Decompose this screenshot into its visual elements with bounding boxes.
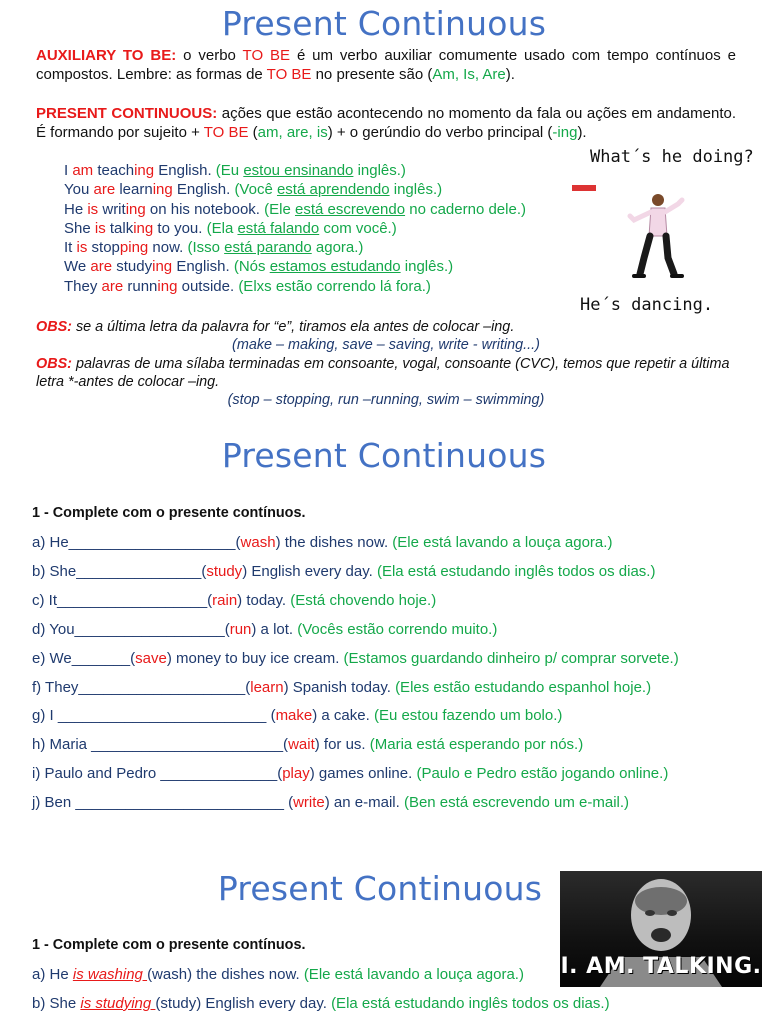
example-sentence: You are learning English. (Você está aprendendo inglês.) [64,181,443,199]
verb-hint: run [229,620,252,638]
ing-suffix: ping [119,239,149,257]
gif-caption: I. AM. TALKING. [560,954,762,979]
verb-to-be: are [101,277,124,295]
example-sentence: It is stopping now. (Isso está parando agora.) [64,239,364,257]
talking-gif [560,871,762,987]
verb-hint: make [275,707,313,725]
example-sentence: They are running outside. (Elxs estão correndo lá fora.) [64,277,431,295]
translation: (Ele está lavando a louça agora.) [392,534,613,551]
answers-heading: 1 - Complete com o presente contínuos. [32,937,306,953]
translation: (Ele está lavando a louça agora.) [303,966,524,983]
verb-to-be: are [93,181,116,199]
translation: (Está chovendo hoje.) [290,591,437,609]
section-title-answers: Present Continuous [217,869,543,908]
example-sentence: He is writing on his notebook. (Ele está escrevendo no caderno dele.) [64,200,526,218]
example-sentence: She is talking to you. (Ela está falando com você.) [64,219,397,237]
translation: (Vocês estão correndo muito.) [297,620,498,638]
answer-text: is studying [80,994,156,1012]
obs-note-1: OBS: se a última letra da palavra for “e”, tiramos ela antes de colocar –ing. (make – making, save – saving, write - writing...) [36,318,736,354]
verb-hint: play [282,765,310,783]
image-question: What´s he doing? [590,147,754,167]
ing-suffix: ing [133,219,154,237]
exercise-heading: 1 - Complete com o presente contínuos. [32,505,306,521]
translation: (Eu estou fazendo um bolo.) [373,707,563,725]
verb-to-be: am [72,162,94,179]
answer-item: b) She is studying (study) English every day. (Ela está estudando inglês todos os dias.) [32,994,610,1012]
small-banner-icon [572,185,596,191]
verb-to-be: is [76,239,88,257]
section-title-exercise: Present Continuous [221,436,547,475]
ing-suffix: ing [125,200,146,218]
verb-hint: write [293,794,325,812]
exercise-item: a) He____________________(wash) the dishes now. (Ele está lavando a louça agora.) [32,534,613,551]
verb-hint: wait [288,736,315,754]
exercise-item: h) Maria _______________________(wait) for us. (Maria está esperando por nós.) [32,736,584,754]
dancing-man-icon [620,190,690,282]
example-sentence: We are studying English. (Nós estamos estudando inglês.) [64,258,454,276]
obs-example-2: (stop – stopping, run –running, swim – swimming) [227,392,545,408]
verb-to-be: are [90,258,113,276]
exercise-item: b) She_______________(study) English every day. (Ela está estudando inglês todos os dias.) [32,562,656,580]
translation: (Estamos guardando dinheiro p/ comprar sorvete.) [343,649,679,667]
exercise-item: g) I _________________________ (make) a cake. (Eu estou fazendo um bolo.) [32,707,563,725]
verb-to-be: is [94,219,106,237]
auxiliary-definition: AUXILIARY TO BE: o verbo TO BE é um verbo auxiliar comumente usado com tempo contínuos e compostos. Lembre: as formas de TO BE no presente são (Am, Is, Are). [36,47,736,83]
ing-suffix: ing [134,162,155,179]
exercise-item: j) Ben _________________________ (write) an e-mail. (Ben está escrevendo um e-mail.) [32,794,630,812]
example-list [64,161,526,296]
present-continuous-definition: PRESENT CONTINUOUS: ações que estão acontecendo no momento da fala ou ações em andamento. É formando por sujeito + TO BE (am, are, is) + o gerúndio do verbo principal (-ing). [36,105,736,141]
translation: (Maria está esperando por nós.) [369,736,584,754]
page-title: Present Continuous [221,4,547,43]
verb-hint: save [135,649,167,667]
auxiliary-label: AUXILIARY TO BE: [36,47,177,64]
ing-suffix: ing [157,277,178,295]
obs-example-1: (make – making, save – saving, write - writing...) [232,337,540,353]
example-sentence: I am teaching English. (Eu estou ensinando inglês.) [64,162,406,179]
translation: (Ben está escrevendo um e-mail.) [403,794,630,812]
verb-hint: wash [240,534,276,551]
obs-note-2: OBS: palavras de uma sílaba terminadas em consoante, vogal, consoante (CVC), temos que repetir a última letra *-antes de colocar –ing. (stop – stopping, run –running, swim – swimming) [36,355,736,409]
exercise-item: i) Paulo and Pedro ______________(play) games online. (Paulo e Pedro estão jogando online.) [32,765,669,783]
ing-suffix: ing [152,258,173,276]
verb-hint: study [206,562,243,580]
verb-to-be: is [87,200,99,218]
translation: (Ela está estudando inglês todos os dias.) [331,994,610,1012]
exercise-item: e) We_______(save) money to buy ice cream. (Estamos guardando dinheiro p/ comprar sorvete.) [32,649,679,667]
exercise-item: c) It__________________(rain) today. (Está chovendo hoje.) [32,591,437,609]
exercise-item: d) You__________________(run) a lot. (Vocês estão correndo muito.) [32,620,498,638]
answer-item: a) He is washing (wash) the dishes now. (Ele está lavando a louça agora.) [32,966,524,983]
ing-suffix: ing [152,181,173,199]
verb-hint: rain [212,591,238,609]
verb-hint: learn [250,678,284,696]
present-continuous-label: PRESENT CONTINUOUS: [36,105,218,122]
translation: (Ela está estudando inglês todos os dias.) [376,562,656,580]
answer-text: is washing [72,966,148,983]
exercise-item: f) They____________________(learn) Spanish today. (Eles estão estudando espanhol hoje.) [32,678,652,696]
translation: (Paulo e Pedro estão jogando online.) [416,765,669,783]
translation: (Eles estão estudando espanhol hoje.) [395,678,652,696]
image-answer: He´s dancing. [580,295,714,315]
